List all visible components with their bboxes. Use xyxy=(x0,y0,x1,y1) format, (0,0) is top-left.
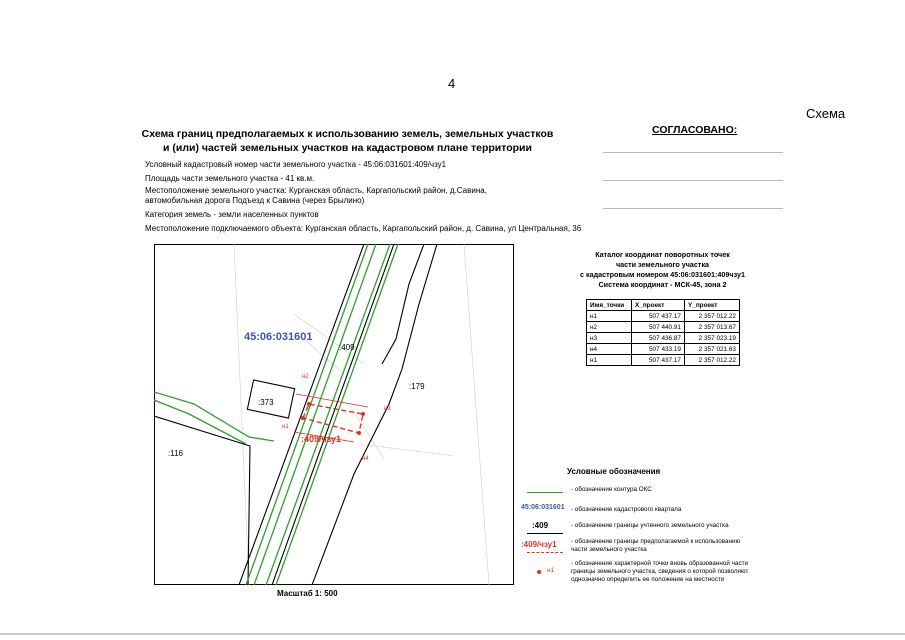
info-cadastral-number: Условный кадастровый номер части земельного участка - 45:06:031601:409/чзу1 xyxy=(145,160,447,169)
table-header-row xyxy=(587,300,740,311)
point-n3-label: н3 xyxy=(384,406,391,412)
cadastral-map xyxy=(154,244,514,585)
approved-label: СОГЛАСОВАНО: xyxy=(652,124,738,136)
table-cell: 507 440.91 xyxy=(632,322,685,333)
point-n3-marker xyxy=(361,412,365,416)
table-row xyxy=(587,311,740,322)
table-header-cell: Y_проект xyxy=(685,300,740,311)
info-location xyxy=(145,186,487,206)
table-cell: н1 xyxy=(587,355,632,366)
point-n2-marker xyxy=(307,402,311,406)
table-cell: 507 436.87 xyxy=(632,333,685,344)
catalog-title-line-2: части земельного участка xyxy=(615,260,710,269)
table-cell: 2 357 012.22 xyxy=(685,311,740,322)
point-n1-label: н1 xyxy=(282,424,289,430)
legend-parcel-desc: - обозначение границы учтенного земельного участка xyxy=(571,522,729,529)
legend-oks-symbol xyxy=(527,492,563,493)
legend-parcel-symbol: :409 xyxy=(532,521,549,530)
catalog-title-line-1: Каталог координат поворотных точек xyxy=(595,250,730,259)
info-area: Площадь части земельного участка - 41 кв.м. xyxy=(145,174,315,183)
table-row xyxy=(587,344,740,355)
title-line-1: Схема границ предполагаемых к использованию земель, земельных участков xyxy=(141,128,554,140)
legend-point-desc-line-3: однозначно определить ее положение на местности xyxy=(571,576,725,583)
table-cell: н1 xyxy=(587,311,632,322)
legend-point-desc-line-2: границы земельного участка, сведения о которой позволяют xyxy=(571,568,749,575)
signature-line xyxy=(603,180,783,181)
part-label: :409/чзу1 xyxy=(301,434,341,444)
page-bottom-line xyxy=(0,633,905,635)
point-n1-marker xyxy=(301,416,305,420)
parcel-179-label: :179 xyxy=(409,382,425,391)
catalog-title-line-3: с кадастровым номером 45:06:031601:409чзу1 xyxy=(580,270,745,279)
catalog-title-line-4: Система координат - МСК-45, зона 2 xyxy=(598,280,727,289)
point-n4-label: н4 xyxy=(362,456,369,462)
legend-parcel-line xyxy=(527,533,563,534)
point-n2-label: н2 xyxy=(302,374,309,380)
table-cell: н2 xyxy=(587,322,632,333)
parcel-116-label: :116 xyxy=(168,449,183,458)
document-title xyxy=(120,127,575,155)
table-row xyxy=(587,333,740,344)
legend-point-desc xyxy=(571,560,748,584)
table-row xyxy=(587,322,740,333)
legend-point-symbol: н1 xyxy=(547,567,555,574)
legend-part-desc-line-2: части земельного участка xyxy=(571,546,647,553)
legend-quarter-symbol: 45:06:031601 xyxy=(521,504,565,511)
legend-point-desc-line-1: - обозначение характерной точки вновь образованной части xyxy=(571,560,748,567)
title-line-2: и (или) частей земельных участков на кадастровом плане территории xyxy=(163,142,532,154)
map-frame xyxy=(155,245,514,585)
coordinates-table xyxy=(586,299,740,366)
table-cell: 2 357 012.22 xyxy=(685,355,740,366)
legend-part-desc xyxy=(571,538,740,554)
legend-oks-desc: - обозначение контура ОКС xyxy=(571,486,652,493)
parcel-373-label: :373 xyxy=(258,398,274,407)
scale-label: Масштаб 1: 500 xyxy=(277,589,338,598)
info-category: Категория земель - земли населенных пунктов xyxy=(145,210,319,219)
schema-word: Схема xyxy=(806,106,846,121)
table-cell: н4 xyxy=(587,344,632,355)
legend-part-desc-line-1: - обозначение границы предполагаемой к использованию xyxy=(571,538,741,545)
point-n4-marker xyxy=(357,431,361,435)
info-location-line-1: Местоположение земельного участка: Курганская область, Каргапольский район, д.Савина, xyxy=(145,186,487,195)
table-header-cell: Имя_точки xyxy=(587,300,632,311)
legend-quarter-desc: - обозначение кадастрового квартала xyxy=(571,506,682,513)
legend-title: Условные обозначения xyxy=(567,467,661,476)
quarter-label: 45:06:031601 xyxy=(244,331,313,343)
legend-point-marker xyxy=(537,570,541,574)
table-cell: 2 357 021.63 xyxy=(685,344,740,355)
table-cell: н3 xyxy=(587,333,632,344)
info-location-line-2: автомобильная дорога Подъезд к Савина (через Брылино) xyxy=(145,196,365,205)
table-cell: 2 357 023.19 xyxy=(685,333,740,344)
table-cell: 507 437.17 xyxy=(632,311,685,322)
table-header-cell: X_проект xyxy=(632,300,685,311)
legend-part-symbol: :409/чзу1 xyxy=(521,540,557,549)
catalog-title xyxy=(555,250,770,290)
signature-line xyxy=(603,152,783,153)
parcel-409-label: :409 xyxy=(339,343,355,352)
table-cell: 507 437.17 xyxy=(632,355,685,366)
table-cell: 507 433.19 xyxy=(632,344,685,355)
legend-part-line xyxy=(527,552,563,553)
table-cell: 2 357 013.67 xyxy=(685,322,740,333)
table-row xyxy=(587,355,740,366)
info-connected-object: Местоположение подключаемого объекта: Курганская область, Каргапольский район, д. Савина, ул Центральная, 36 xyxy=(145,224,582,233)
signature-line xyxy=(603,208,783,209)
page-number: 4 xyxy=(448,76,456,91)
